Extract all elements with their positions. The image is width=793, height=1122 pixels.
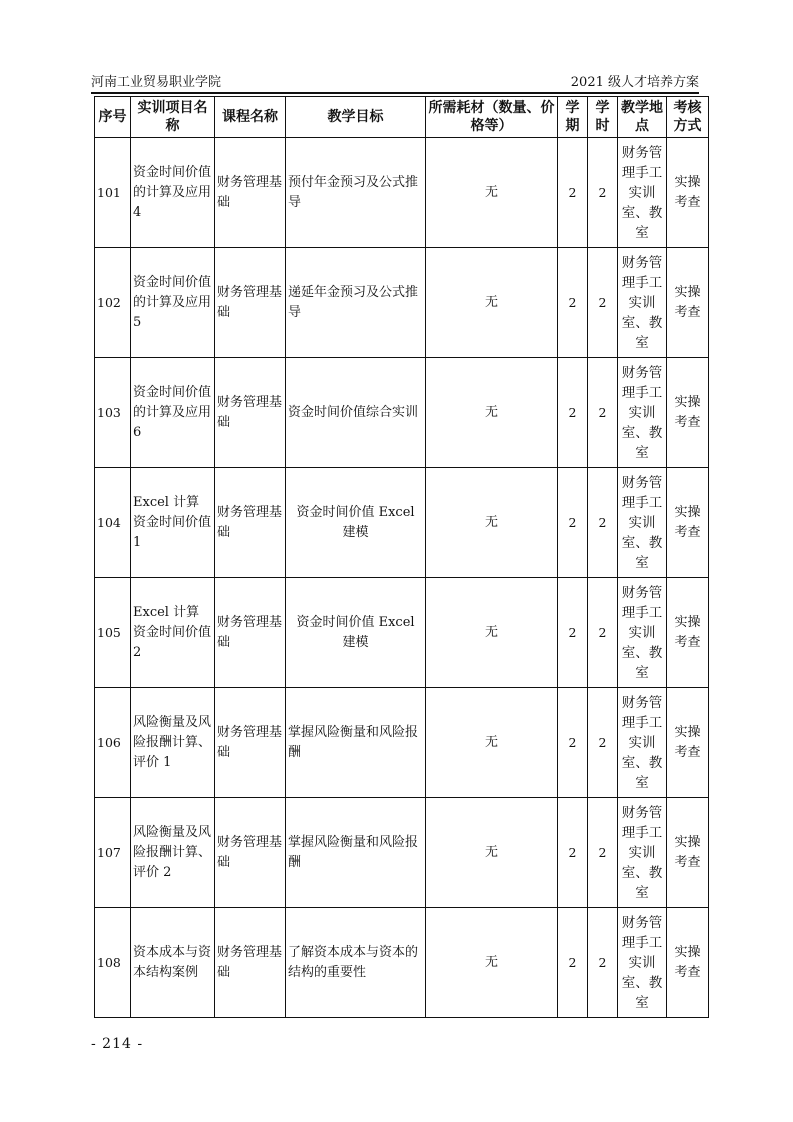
cell-hours: 2 [588, 138, 618, 248]
cell-no: 101 [95, 138, 131, 248]
col-header-project: 实训项目名称 [131, 97, 215, 138]
cell-evaluation: 实操考查 [667, 798, 709, 908]
cell-goal: 了解资本成本与资本的结构的重要性 [286, 908, 426, 1018]
cell-semester: 2 [558, 248, 588, 358]
cell-hours: 2 [588, 798, 618, 908]
cell-evaluation: 实操考查 [667, 688, 709, 798]
cell-goal: 掌握风险衡量和风险报酬 [286, 798, 426, 908]
cell-location: 财务管理手工实训室、教室 [618, 138, 667, 248]
cell-semester: 2 [558, 908, 588, 1018]
cell-location: 财务管理手工实训室、教室 [618, 688, 667, 798]
table-row [95, 358, 709, 468]
cell-project: Excel 计算资金时间价值 2 [131, 578, 215, 688]
table-row [95, 468, 709, 578]
cell-course: 财务管理基础 [215, 468, 286, 578]
cell-hours: 2 [588, 908, 618, 1018]
table-row [95, 798, 709, 908]
cell-goal: 掌握风险衡量和风险报酬 [286, 688, 426, 798]
header-institution: 河南工业贸易职业学院 [91, 75, 222, 90]
cell-hours: 2 [588, 468, 618, 578]
cell-course: 财务管理基础 [215, 908, 286, 1018]
page-number: - 214 - [91, 1036, 144, 1052]
cell-materials: 无 [426, 248, 558, 358]
cell-course: 财务管理基础 [215, 688, 286, 798]
cell-materials: 无 [426, 688, 558, 798]
header-document-title: 2021 级人才培养方案 [570, 75, 699, 90]
cell-semester: 2 [558, 798, 588, 908]
col-header-location: 教学地点 [618, 97, 667, 138]
table-row [95, 578, 709, 688]
col-header-evaluation: 考核方式 [667, 97, 709, 138]
table-row [95, 908, 709, 1018]
cell-hours: 2 [588, 688, 618, 798]
cell-location: 财务管理手工实训室、教室 [618, 908, 667, 1018]
cell-evaluation: 实操考查 [667, 908, 709, 1018]
cell-location: 财务管理手工实训室、教室 [618, 798, 667, 908]
col-header-semester: 学期 [558, 97, 588, 138]
cell-project: 资本成本与资本结构案例 [131, 908, 215, 1018]
cell-project: Excel 计算资金时间价值 1 [131, 468, 215, 578]
cell-hours: 2 [588, 578, 618, 688]
cell-course: 财务管理基础 [215, 798, 286, 908]
cell-course: 财务管理基础 [215, 358, 286, 468]
cell-semester: 2 [558, 358, 588, 468]
cell-goal: 递延年金预习及公式推导 [286, 248, 426, 358]
col-header-no: 序号 [95, 97, 131, 138]
cell-evaluation: 实操考查 [667, 468, 709, 578]
cell-no: 104 [95, 468, 131, 578]
cell-hours: 2 [588, 248, 618, 358]
cell-course: 财务管理基础 [215, 248, 286, 358]
cell-project: 风险衡量及风险报酬计算、评价 1 [131, 688, 215, 798]
cell-evaluation: 实操考查 [667, 138, 709, 248]
cell-semester: 2 [558, 688, 588, 798]
cell-location: 财务管理手工实训室、教室 [618, 358, 667, 468]
cell-evaluation: 实操考查 [667, 248, 709, 358]
cell-semester: 2 [558, 578, 588, 688]
col-header-hours: 学时 [588, 97, 618, 138]
cell-goal: 资金时间价值 Excel 建模 [286, 578, 426, 688]
cell-materials: 无 [426, 138, 558, 248]
cell-evaluation: 实操考查 [667, 358, 709, 468]
col-header-goal: 教学目标 [286, 97, 426, 138]
col-header-course: 课程名称 [215, 97, 286, 138]
cell-no: 105 [95, 578, 131, 688]
col-header-materials: 所需耗材（数量、价格等） [426, 97, 558, 138]
cell-evaluation: 实操考查 [667, 578, 709, 688]
cell-project: 资金时间价值的计算及应用 4 [131, 138, 215, 248]
cell-materials: 无 [426, 908, 558, 1018]
cell-no: 106 [95, 688, 131, 798]
cell-course: 财务管理基础 [215, 578, 286, 688]
cell-no: 107 [95, 798, 131, 908]
cell-materials: 无 [426, 358, 558, 468]
cell-goal: 资金时间价值综合实训 [286, 358, 426, 468]
cell-course: 财务管理基础 [215, 138, 286, 248]
cell-project: 风险衡量及风险报酬计算、评价 2 [131, 798, 215, 908]
cell-no: 103 [95, 358, 131, 468]
cell-goal: 资金时间价值 Excel 建模 [286, 468, 426, 578]
table-row [95, 688, 709, 798]
cell-location: 财务管理手工实训室、教室 [618, 468, 667, 578]
cell-materials: 无 [426, 798, 558, 908]
cell-materials: 无 [426, 578, 558, 688]
cell-location: 财务管理手工实训室、教室 [618, 248, 667, 358]
table-row [95, 138, 709, 248]
cell-materials: 无 [426, 468, 558, 578]
table-row [95, 248, 709, 358]
cell-no: 102 [95, 248, 131, 358]
cell-semester: 2 [558, 138, 588, 248]
cell-project: 资金时间价值的计算及应用 5 [131, 248, 215, 358]
page-header [91, 72, 699, 94]
cell-hours: 2 [588, 358, 618, 468]
cell-no: 108 [95, 908, 131, 1018]
table-header-row [95, 97, 709, 138]
cell-goal: 预付年金预习及公式推导 [286, 138, 426, 248]
cell-semester: 2 [558, 468, 588, 578]
training-projects-table [94, 96, 709, 1018]
cell-location: 财务管理手工实训室、教室 [618, 578, 667, 688]
cell-project: 资金时间价值的计算及应用 6 [131, 358, 215, 468]
